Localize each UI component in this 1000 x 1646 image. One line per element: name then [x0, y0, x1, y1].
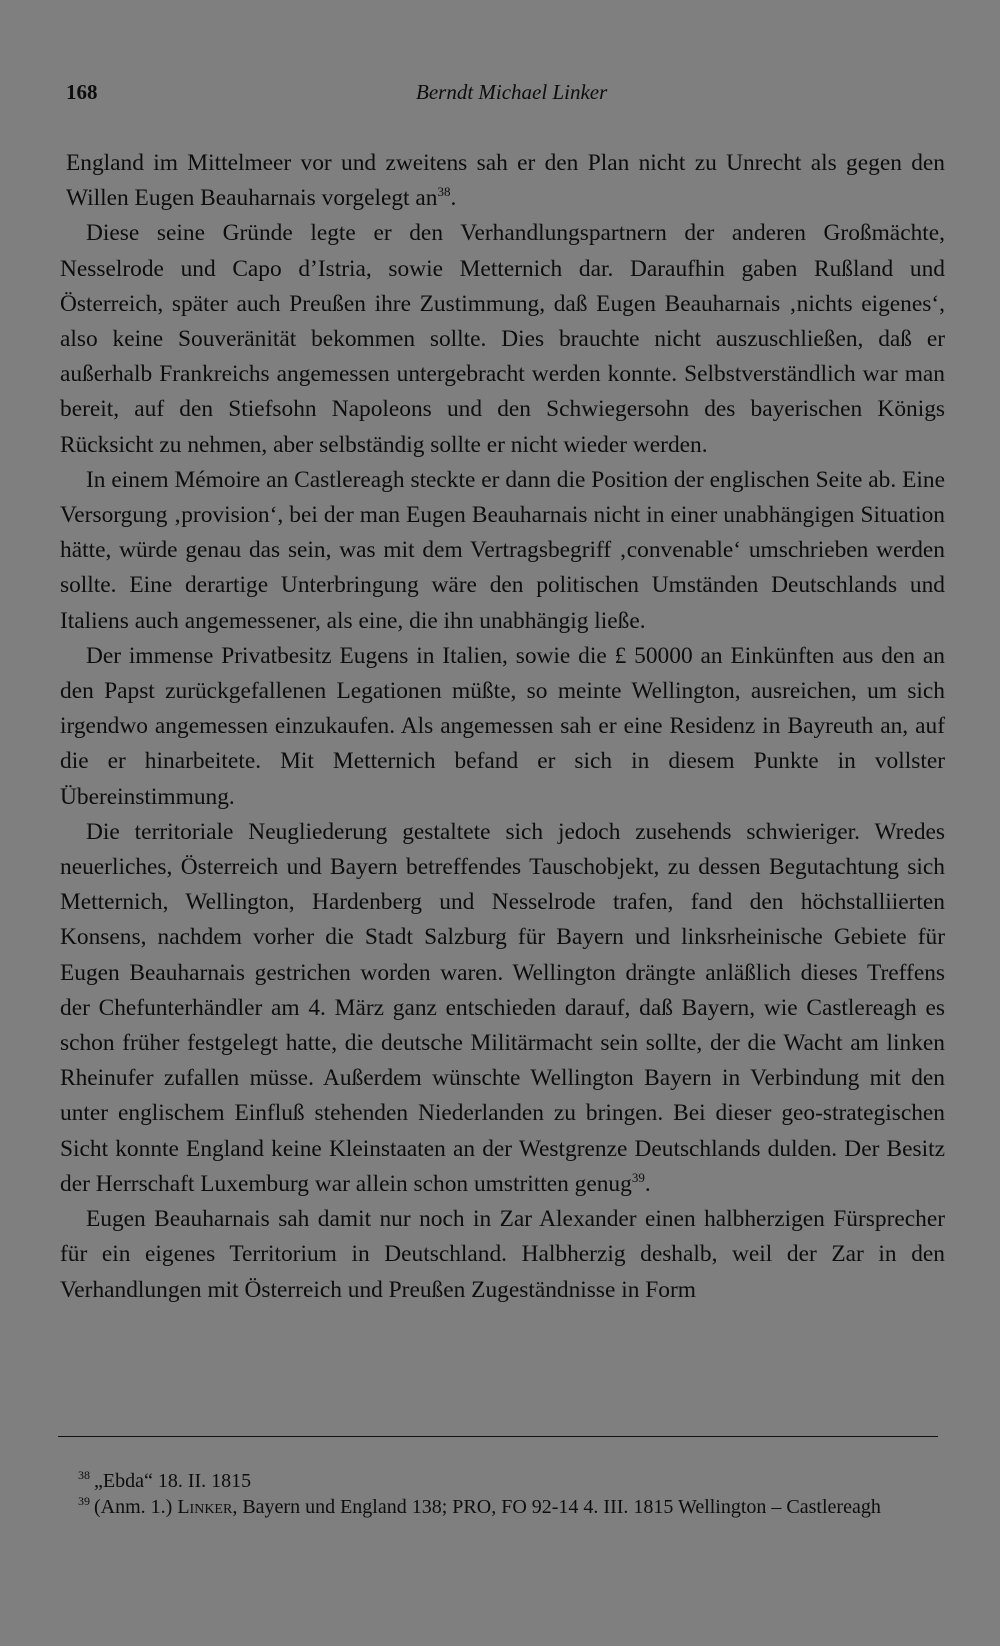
- paragraph-5-end: .: [644, 1170, 651, 1197]
- paragraph-5-text: Die territoriale Neugliederung gestaltete sich jedoch zusehends schwieriger. Wredes neuerliches, Österreich und Bayern betreffendes Tauschobjekt, zu dessen Begutachtung sich Metternich, Wellington, Hardenberg und Nesselrode trafen, fand den höchstalliierten Konsens, nachdem vorher die Stadt Salzburg für Bayern und linksrheinische Gebiete für Eugen Beauharnais gestrichen worden waren. Wellington drängte anläßlich dieses Treffens der Chefunterhändler am 4. März ganz entschieden darauf, daß Bayern, wie Castlereagh es schon früher festgelegt hatte, die deutsche Militärmacht sein sollte, der die Wacht am linken Rheinufer zufallen müsse. Außerdem wünschte Wellington Bayern in Verbindung mit den unter englischem Einfluß stehenden Niederlanden zu bringen. Bei dieser geo-strategischen Sicht konnte England keine Kleinstaaten an der Westgrenze Deutschlands dulden. Der Besitz der Herrschaft Luxemburg war allein schon umstritten genug: [60, 818, 945, 1197]
- footnotes: [58, 1468, 938, 1520]
- paragraph-1-text: England im Mittelmeer vor und zweitens sah er den Plan nicht zu Unrecht als gegen den Willen Eugen Beauharnais vorgelegt an: [66, 150, 945, 212]
- footnote-38: [58, 1468, 938, 1494]
- paragraph-3: In einem Mémoire an Castlereagh steckte er dann die Position der englischen Seite ab. Eine Versorgung ‚provision‘, bei der man Eugen Beauharnais nicht in einer unabhängigen Situation hätte, würde genau das sein, was mit dem Vertragsbegriff ‚convenable‘ umschrieben werden sollte. Eine derartige Unterbringung wäre den politischen Umständen Deutschlands und Italiens auch angemessener, als eine, die ihn unabhängig ließe.: [60, 466, 945, 634]
- paragraph-4: Der immense Privatbesitz Eugens in Italien, sowie die £ 50000 an Einkünften aus den an den Papst zurückgefallenen Legationen müßte, so meinte Wellington, ausreichen, um sich irgendwo angemessen einzukaufen. Als angemessen sah er eine Residenz in Bayreuth an, auf die er hinarbeitete. Mit Metternich befand er sich in diesem Punkte in vollster Übereinstimmung.: [60, 642, 945, 810]
- running-title: Berndt Michael Linker: [416, 80, 608, 104]
- footnote-39: [58, 1494, 938, 1520]
- footnote-38-mark: 38: [78, 1468, 90, 1483]
- main-text: [60, 146, 945, 1308]
- footnote-39-post: , Bayern und England 138; PRO, FO 92-14 4. III. 1815 Wellington – Castlereagh: [232, 1496, 881, 1518]
- footnote-ref-38[interactable]: 38: [437, 184, 451, 200]
- footnote-ref-39[interactable]: 39: [631, 1170, 645, 1186]
- running-header: [66, 80, 932, 110]
- paragraph-6: Eugen Beauharnais sah damit nur noch in Zar Alexander einen halbherzigen Fürsprecher für ein eigenes Territorium in Deutschland. Halbherzig deshalb, weil der Zar in den Verhandlungen mit Österreich und Preußen Zugeständnisse in Form: [60, 1206, 945, 1303]
- footnote-38-text: „Ebda“ 18. II. 1815: [94, 1470, 252, 1492]
- footnote-divider: [58, 1436, 938, 1437]
- footnote-39-mark: 39: [78, 1494, 90, 1509]
- footnote-39-author: Linker: [177, 1496, 233, 1518]
- paragraph-1: [60, 146, 945, 216]
- paragraph-5: [60, 815, 945, 1202]
- paragraph-2: Diese seine Gründe legte er den Verhandlungspartnern der anderen Großmächte, Nesselrode und Capo d’Istria, sowie Metternich dar. Daraufhin gaben Rußland und Österreich, später auch Preußen ihre Zustimmung, daß Eugen Beauharnais ‚nichts eigenes‘, also keine Souveränität bekommen sollte. Dies brauchte nicht auszuschließen, daß er außerhalb Frankreichs angemessen untergebracht werden konnte. Selbstverständlich war man bereit, auf den Stiefsohn Napoleons und den Schwiegersohn des bayerischen Königs Rücksicht zu nehmen, aber selbständig sollte er nicht wieder werden.: [60, 220, 945, 458]
- page-number: 168: [66, 80, 98, 104]
- paragraph-1-end: .: [450, 185, 457, 212]
- footnote-39-pre: (Anm. 1.): [94, 1496, 178, 1518]
